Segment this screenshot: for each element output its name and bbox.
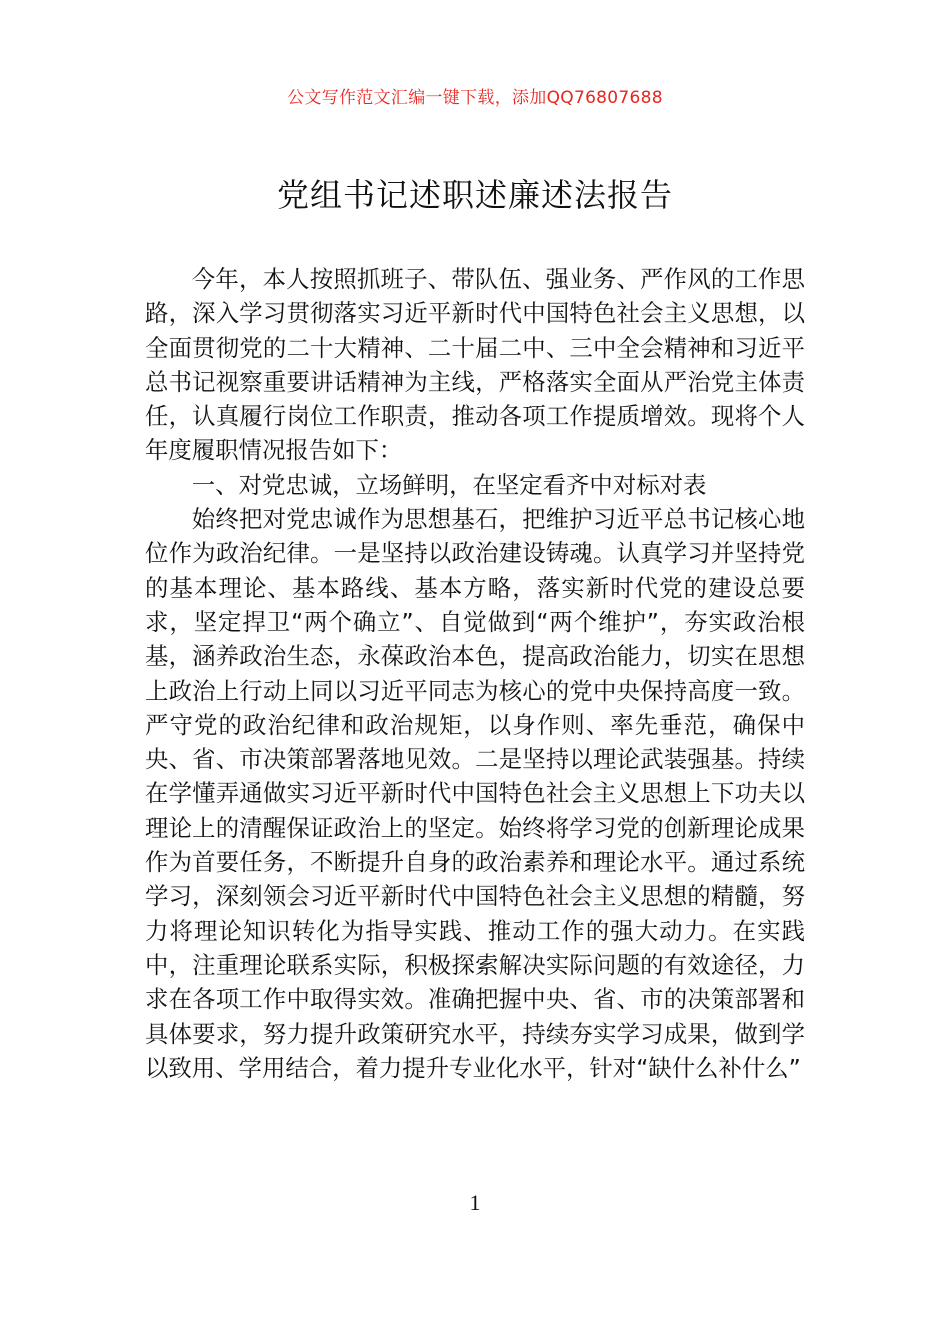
document-body [145, 262, 805, 1085]
section-1-paragraph: 始终把对党忠诚作为思想基石，把维护习近平总书记核心地位作为政治纪律。一是坚持以政治建设铸魂。认真学习并坚持党的基本理论、基本路线、基本方略，落实新时代党的建设总要求，坚定捍卫“两个确立”、自觉做到“两个维护”，夯实政治根基，涵养政治生态，永葆政治本色，提高政治能力，切实在思想上政治上行动上同以习近平同志为核心的党中央保持高度一致。严守党的政治纪律和政治规矩，以身作则、率先垂范，确保中央、省、市决策部署落地见效。二是坚持以理论武装强基。持续在学懂弄通做实习近平新时代中国特色社会主义思想上下功夫以理论上的清醒保证政治上的坚定。始终将学习党的创新理论成果作为首要任务，不断提升自身的政治素养和理论水平。通过系统学习，深刻领会习近平新时代中国特色社会主义思想的精髓，努力将理论知识转化为指导实践、推动工作的强大动力。在实践中，注重理论联系实际，积极探索解决实际问题的有效途径，力求在各项工作中取得实效。准确把握中央、省、市的决策部署和具体要求，努力提升政策研究水平，持续夯实学习成果，做到学以致用、学用结合，着力提升专业化水平，针对“缺什么补什么” [145, 505, 805, 1082]
page-number: 1 [469, 1190, 481, 1215]
section-1-heading: 一、对党忠诚，立场鲜明，在坚定看齐中对标对表 [191, 470, 707, 499]
intro-paragraph: 今年，本人按照抓班子、带队伍、强业务、严作风的工作思路，深入学习贯彻落实习近平新时代中国特色社会主义思想，以全面贯彻党的二十大精神、二十届二中、三中全会精神和习近平总书记视察重要讲话精神为主线，严格落实全面从严治党主体责任，认真履行岗位工作职责，推动各项工作提质增效。现将个人年度履职情况报告如下： [145, 265, 805, 465]
document-title: 党组书记述职述廉述法报告 [276, 176, 673, 214]
download-banner: 公文写作范文汇编一键下载，添加QQ76807688 [287, 88, 663, 108]
